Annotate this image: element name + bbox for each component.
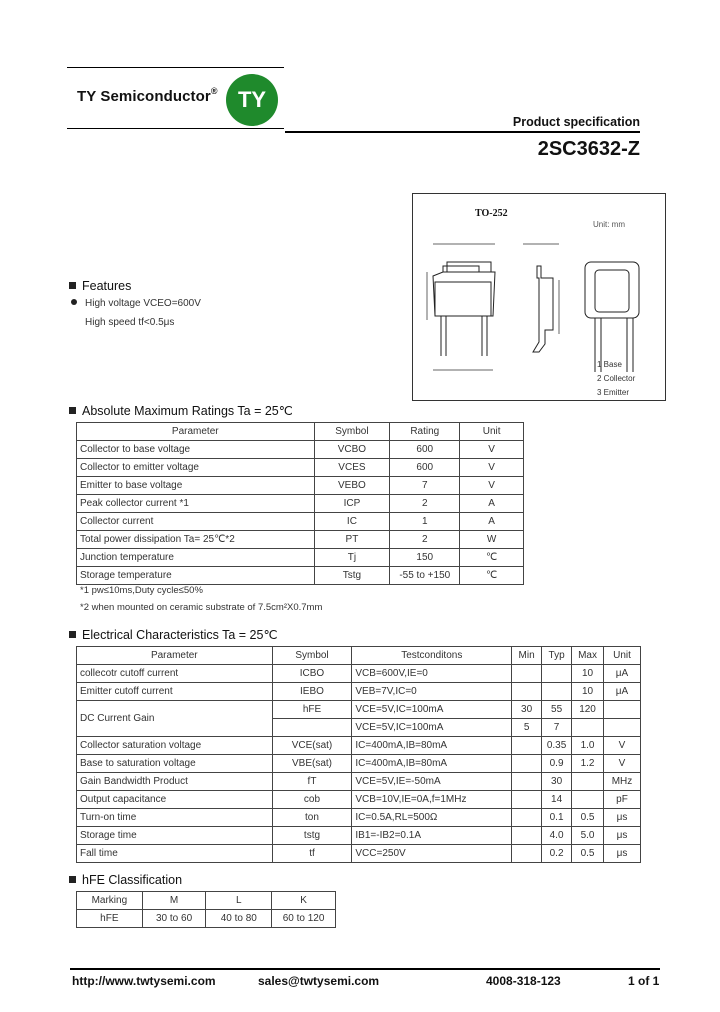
cell-param: collecotr cutoff current (77, 665, 273, 683)
cell-param: Collector saturation voltage (77, 737, 273, 755)
package-drawing (412, 193, 666, 401)
cell-param: DC Current Gain (77, 701, 273, 737)
hfe-range-m: 30 to 60 (142, 910, 206, 928)
abs-max-header-row (77, 423, 524, 441)
cell-max: 120 (572, 701, 604, 719)
footer-email[interactable]: sales@twtysemi.com (258, 974, 380, 988)
square-bullet-icon (69, 631, 76, 638)
cell-unit: V (460, 459, 524, 477)
cell-parameter: Junction temperature (77, 549, 315, 567)
table-row (77, 549, 524, 567)
hfe-range-k: 60 to 120 (272, 910, 336, 928)
cell-unit: ℃ (460, 549, 524, 567)
cell-unit: pF (604, 791, 641, 809)
cell-max: 10 (572, 683, 604, 701)
cell-param: Fall time (77, 845, 273, 863)
hfe-table (76, 891, 336, 928)
cell-unit: μs (604, 809, 641, 827)
cell-cond: IC=400mA,IB=80mA (352, 737, 512, 755)
cell-param: Output capacitance (77, 791, 273, 809)
cell-typ: 55 (542, 701, 572, 719)
col-min: Min (512, 647, 542, 665)
square-bullet-icon (69, 282, 76, 289)
cell-min (512, 683, 542, 701)
feature-item-2: High speed tf<0.5μs (85, 317, 175, 328)
feature-item-1: High voltage VCEO=600V (71, 298, 201, 309)
cell-symbol: IC (314, 513, 390, 531)
hfe-col-l: L (206, 892, 272, 910)
package-name: TO-252 (475, 208, 508, 219)
table-row (77, 513, 524, 531)
cell-sym: ICBO (272, 665, 352, 683)
col-parameter: Parameter (77, 647, 273, 665)
cell-cond: VEB=7V,IC=0 (352, 683, 512, 701)
hfe-row-label: hFE (77, 910, 143, 928)
cell-cond: VCE=5V,IE=-50mA (352, 773, 512, 791)
cell-symbol: Tstg (314, 567, 390, 585)
col-unit: Unit (460, 423, 524, 441)
table-row (77, 791, 641, 809)
square-bullet-icon (69, 876, 76, 883)
package-outline-svg (413, 194, 665, 400)
cell-typ (542, 665, 572, 683)
hfe-heading: hFE Classification (69, 873, 182, 887)
hfe-col-m: M (142, 892, 206, 910)
cell-unit: MHz (604, 773, 641, 791)
table-row (77, 665, 641, 683)
table-row (77, 701, 641, 719)
cell-typ: 0.35 (542, 737, 572, 755)
cell-parameter: Emitter to base voltage (77, 477, 315, 495)
cell-unit: μs (604, 845, 641, 863)
cell-cond: VCC=250V (352, 845, 512, 863)
cell-rating: 600 (390, 459, 460, 477)
cell-typ: 30 (542, 773, 572, 791)
cell-rating: -55 to +150 (390, 567, 460, 585)
col-unit: Unit (604, 647, 641, 665)
cell-cond: VCB=10V,IE=0A,f=1MHz (352, 791, 512, 809)
cell-rating: 7 (390, 477, 460, 495)
cell-cond: IB1=-IB2=0.1A (352, 827, 512, 845)
cell-unit: V (460, 441, 524, 459)
elec-header-row (77, 647, 641, 665)
cell-max (572, 791, 604, 809)
cell-parameter: Collector to emitter voltage (77, 459, 315, 477)
pin-label-2: 2 Collector (597, 374, 636, 383)
brand-name: TY Semiconductor® (77, 86, 218, 105)
table-row (77, 683, 641, 701)
cell-sym: cob (272, 791, 352, 809)
table-row (77, 477, 524, 495)
cell-max: 1.2 (572, 755, 604, 773)
cell-unit: μs (604, 827, 641, 845)
features-heading: Features (69, 279, 131, 293)
cell-sym: VCE(sat) (272, 737, 352, 755)
square-bullet-icon (69, 407, 76, 414)
cell-min (512, 755, 542, 773)
hfe-value-row (77, 910, 336, 928)
abs-max-heading: Absolute Maximum Ratings Ta = 25℃ (69, 403, 293, 418)
cell-param: Base to saturation voltage (77, 755, 273, 773)
cell-symbol: ICP (314, 495, 390, 513)
abs-max-note-2: *2 when mounted on ceramic substrate of 7.5cm²X0.7mm (80, 602, 323, 613)
part-number: 2SC3632-Z (537, 138, 640, 160)
table-row (77, 773, 641, 791)
cell-rating: 2 (390, 495, 460, 513)
elec-heading: Electrical Characteristics Ta = 25℃ (69, 627, 277, 642)
col-symbol: Symbol (272, 647, 352, 665)
cell-unit: μA (604, 665, 641, 683)
cell-typ: 4.0 (542, 827, 572, 845)
header-right-rule (285, 131, 640, 133)
cell-symbol: VCES (314, 459, 390, 477)
cell-unit: A (460, 495, 524, 513)
table-row (77, 737, 641, 755)
col-testconditions: Testconditons (352, 647, 512, 665)
cell-max: 5.0 (572, 827, 604, 845)
header-top-rule (67, 67, 284, 68)
header-bottom-rule (67, 128, 284, 129)
cell-symbol: PT (314, 531, 390, 549)
cell-max (572, 773, 604, 791)
cell-cond: IC=0.5A,RL=500Ω (352, 809, 512, 827)
hfe-col-k: K (272, 892, 336, 910)
footer-page: 1 of 1 (628, 974, 660, 988)
cell-sym: IEBO (272, 683, 352, 701)
cell-symbol: VEBO (314, 477, 390, 495)
cell-typ: 0.1 (542, 809, 572, 827)
dot-bullet-icon (71, 299, 77, 305)
cell-unit (604, 719, 641, 737)
cell-rating: 600 (390, 441, 460, 459)
cell-parameter: Peak collector current *1 (77, 495, 315, 513)
cell-typ (542, 683, 572, 701)
cell-min (512, 737, 542, 755)
cell-typ: 7 (542, 719, 572, 737)
cell-min: 5 (512, 719, 542, 737)
cell-min (512, 845, 542, 863)
cell-unit: A (460, 513, 524, 531)
cell-sym: tf (272, 845, 352, 863)
cell-max: 10 (572, 665, 604, 683)
cell-parameter: Collector to base voltage (77, 441, 315, 459)
col-parameter: Parameter (77, 423, 315, 441)
footer-url[interactable]: http://www.twtysemi.com (72, 974, 216, 988)
pin-label-1: 1 Base (597, 360, 622, 369)
pin-label-3: 3 Emitter (597, 388, 630, 397)
cell-unit: V (460, 477, 524, 495)
abs-max-note-1: *1 pw≤10ms,Duty cycle≤50% (80, 585, 203, 596)
cell-cond: VCB=600V,IE=0 (352, 665, 512, 683)
cell-max: 0.5 (572, 809, 604, 827)
cell-cond: VCE=5V,IC=100mA (352, 719, 512, 737)
ty-logo: TY (226, 74, 278, 126)
cell-min (512, 665, 542, 683)
table-row (77, 531, 524, 549)
table-row (77, 441, 524, 459)
cell-max: 0.5 (572, 845, 604, 863)
table-row (77, 495, 524, 513)
col-typ: Typ (542, 647, 572, 665)
cell-param: Storage time (77, 827, 273, 845)
cell-typ: 0.9 (542, 755, 572, 773)
cell-cond: IC=400mA,IB=80mA (352, 755, 512, 773)
cell-unit: μA (604, 683, 641, 701)
product-spec-label: Product specification (512, 115, 640, 129)
cell-cond: VCE=5V,IC=100mA (352, 701, 512, 719)
cell-parameter: Total power dissipation Ta= 25℃*2 (77, 531, 315, 549)
cell-rating: 1 (390, 513, 460, 531)
elec-table (76, 646, 641, 863)
cell-unit (604, 701, 641, 719)
cell-rating: 2 (390, 531, 460, 549)
col-rating: Rating (390, 423, 460, 441)
cell-parameter: Collector current (77, 513, 315, 531)
table-row (77, 809, 641, 827)
cell-sym: fT (272, 773, 352, 791)
hfe-range-l: 40 to 80 (206, 910, 272, 928)
table-row (77, 459, 524, 477)
footer-phone: 4008-318-123 (486, 974, 561, 988)
cell-symbol: VCBO (314, 441, 390, 459)
cell-sym: ton (272, 809, 352, 827)
cell-rating: 150 (390, 549, 460, 567)
col-symbol: Symbol (314, 423, 390, 441)
cell-max (572, 719, 604, 737)
cell-param: Emitter cutoff current (77, 683, 273, 701)
cell-symbol: Tj (314, 549, 390, 567)
col-max: Max (572, 647, 604, 665)
cell-param: Turn-on time (77, 809, 273, 827)
cell-unit: V (604, 755, 641, 773)
cell-min: 30 (512, 701, 542, 719)
footer-rule (70, 968, 660, 970)
cell-sym: tstg (272, 827, 352, 845)
hfe-col-marking: Marking (77, 892, 143, 910)
cell-max: 1.0 (572, 737, 604, 755)
hfe-header-row (77, 892, 336, 910)
cell-parameter: Storage temperature (77, 567, 315, 585)
cell-unit: V (604, 737, 641, 755)
cell-typ: 14 (542, 791, 572, 809)
table-row (77, 755, 641, 773)
cell-typ: 0.2 (542, 845, 572, 863)
table-row (77, 827, 641, 845)
cell-param: Gain Bandwidth Product (77, 773, 273, 791)
cell-min (512, 827, 542, 845)
cell-sym (272, 719, 352, 737)
cell-min (512, 809, 542, 827)
cell-sym: VBE(sat) (272, 755, 352, 773)
cell-sym: hFE (272, 701, 352, 719)
table-row (77, 567, 524, 585)
cell-unit: ℃ (460, 567, 524, 585)
package-unit: Unit: mm (593, 220, 625, 229)
cell-min (512, 773, 542, 791)
cell-unit: W (460, 531, 524, 549)
cell-min (512, 791, 542, 809)
abs-max-table (76, 422, 524, 585)
table-row (77, 845, 641, 863)
